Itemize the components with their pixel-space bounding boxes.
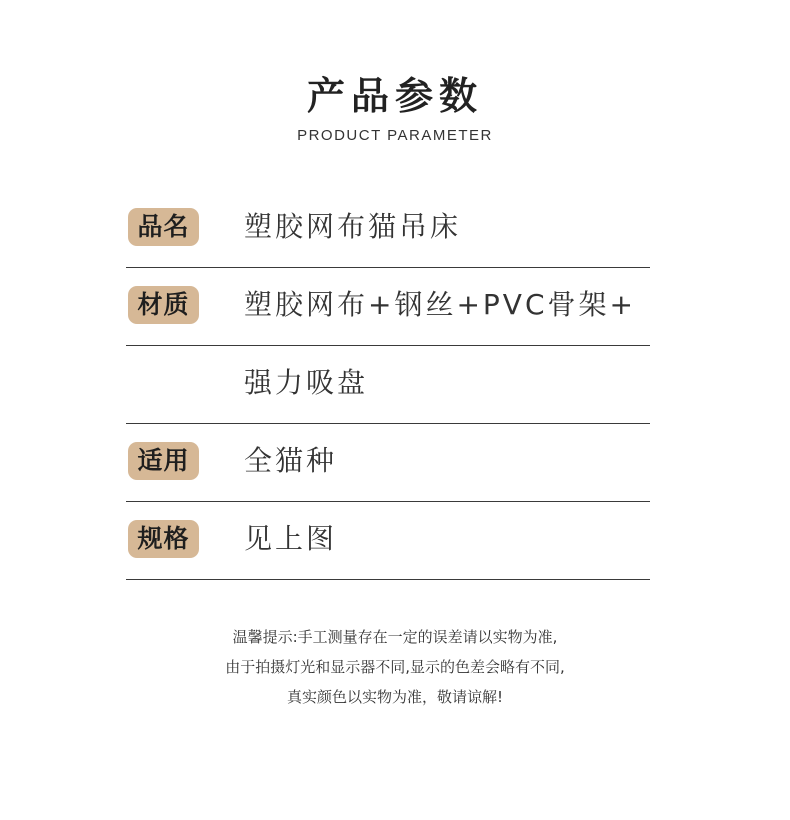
param-label-badge: 规格	[128, 520, 199, 558]
param-label-badge: 适用	[128, 442, 199, 480]
page-title: 产品参数	[306, 74, 483, 118]
param-value: 见上图	[244, 522, 338, 555]
param-row-applicable	[126, 424, 650, 502]
param-row-name	[126, 190, 650, 268]
tip-line: 由于拍摄灯光和显示器不同,显示的色差会略有不同,	[225, 658, 565, 676]
param-value: 塑胶网布猫吊床	[244, 210, 462, 243]
tip-note	[0, 622, 790, 712]
param-row-material-cont	[126, 346, 650, 424]
page-subtitle: PRODUCT PARAMETER	[297, 127, 493, 144]
param-label-badge: 品名	[128, 208, 199, 246]
section-header	[0, 72, 790, 146]
tip-line: 真实颜色以实物为准，敬请谅解!	[286, 688, 503, 706]
param-label-badge: 材质	[128, 286, 199, 324]
param-value: 强力吸盘	[244, 366, 369, 399]
parameter-table	[126, 190, 650, 580]
tip-line: 温馨提示:手工测量存在一定的误差请以实物为准,	[232, 628, 558, 646]
param-row-size	[126, 502, 650, 580]
param-value: 全猫种	[244, 444, 338, 477]
param-row-material	[126, 268, 650, 346]
param-value: 塑胶网布+钢丝+PVC骨架+	[244, 288, 636, 321]
